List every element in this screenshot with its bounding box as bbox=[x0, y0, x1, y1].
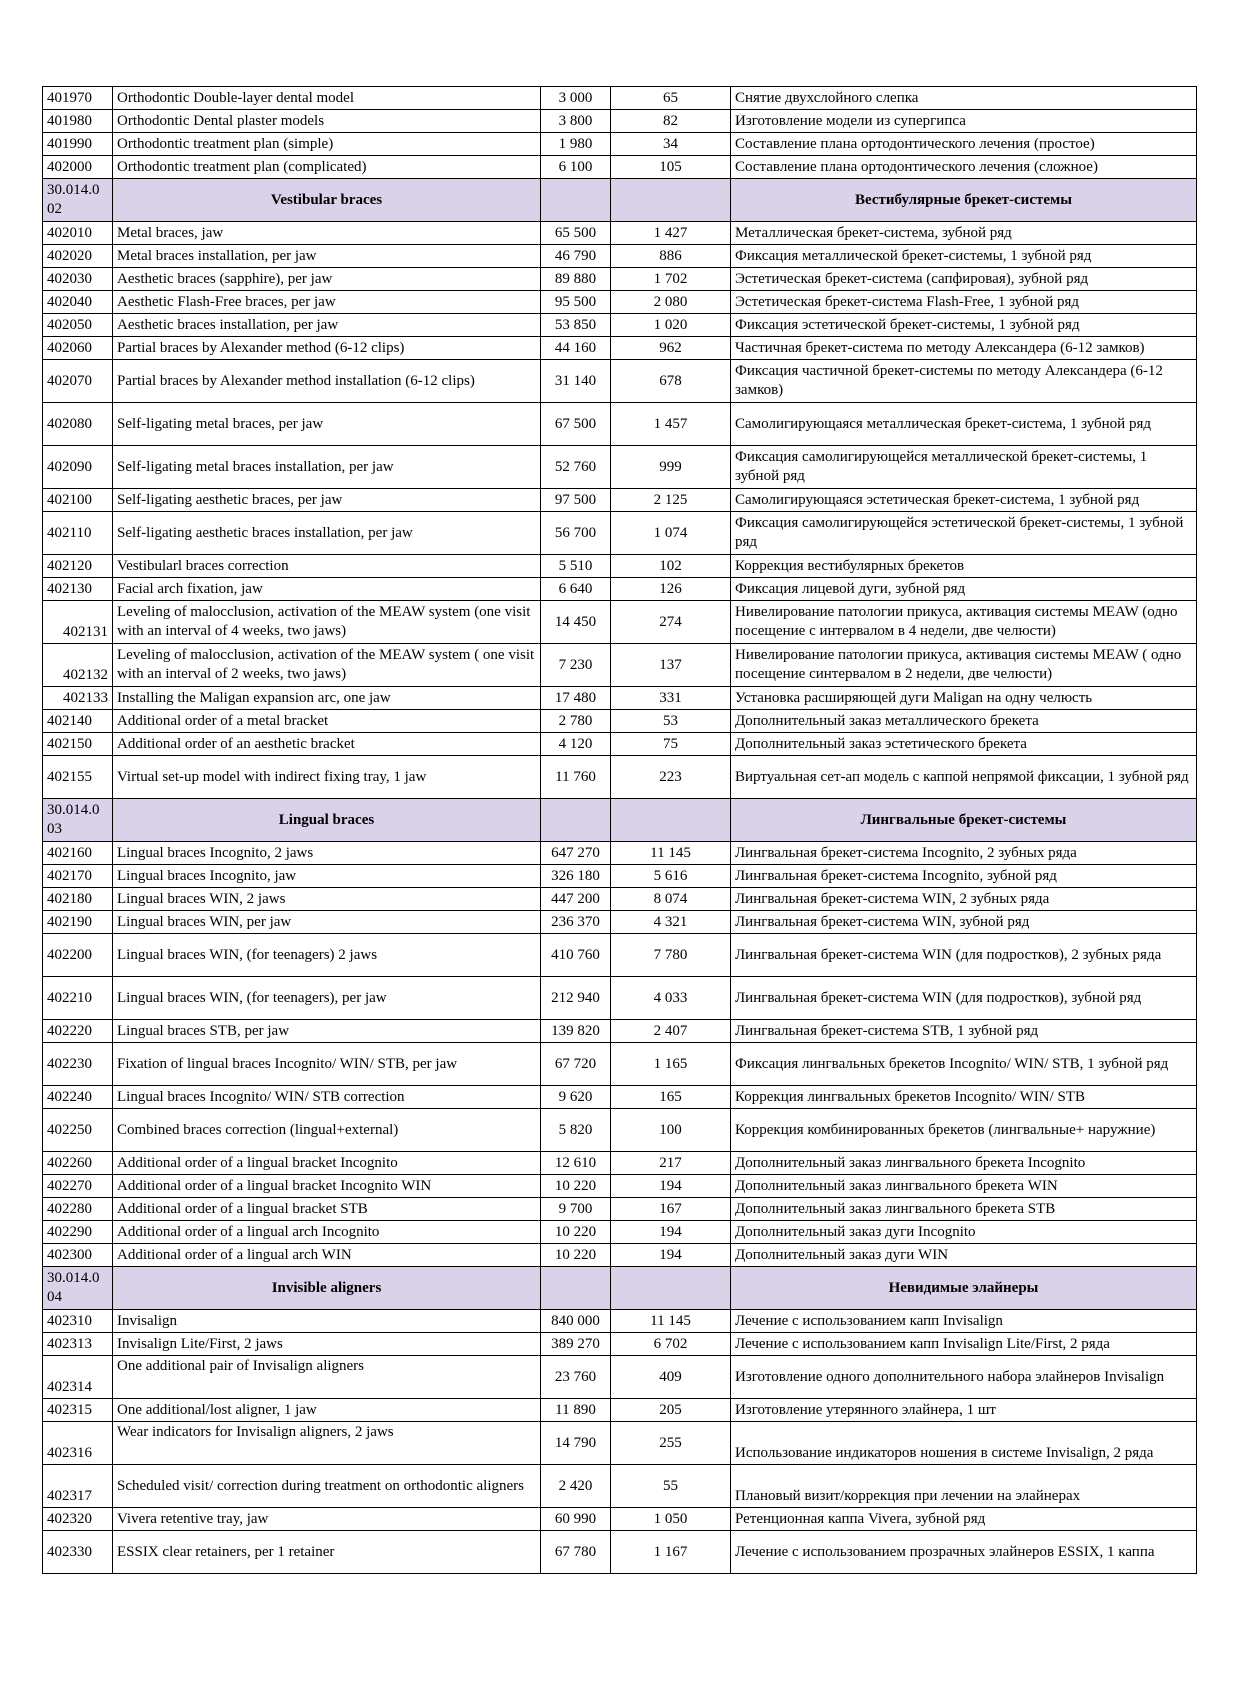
service-name-ru: Эстетическая брекет-система (сапфировая), зубной ряд bbox=[731, 268, 1197, 291]
section-title-en: Lingual braces bbox=[113, 799, 541, 842]
service-code: 402050 bbox=[43, 314, 113, 337]
service-name-en: Lingual braces WIN, 2 jaws bbox=[113, 888, 541, 911]
service-code: 402210 bbox=[43, 977, 113, 1020]
service-name-en: Aesthetic Flash-Free braces, per jaw bbox=[113, 291, 541, 314]
price-value: 9 620 bbox=[541, 1086, 611, 1109]
table-row bbox=[43, 1333, 1197, 1356]
price-value-secondary: 55 bbox=[611, 1465, 731, 1508]
service-name-ru: Составление плана ортодонтического лечения (сложное) bbox=[731, 156, 1197, 179]
service-name-en: Facial arch fixation, jaw bbox=[113, 578, 541, 601]
service-name-en: Invisalign bbox=[113, 1310, 541, 1333]
service-name-en: Vestibularl braces correction bbox=[113, 555, 541, 578]
price-value-secondary: 678 bbox=[611, 360, 731, 403]
service-name-ru: Дополнительный заказ дуги WIN bbox=[731, 1244, 1197, 1267]
price-value: 236 370 bbox=[541, 911, 611, 934]
service-name-en: Lingual braces WIN, (for teenagers) 2 jaws bbox=[113, 934, 541, 977]
service-name-en: Fixation of lingual braces Incognito/ WIN/ STB, per jaw bbox=[113, 1043, 541, 1086]
service-code: 402230 bbox=[43, 1043, 113, 1086]
service-name-en: Self-ligating metal braces installation, per jaw bbox=[113, 446, 541, 489]
service-name-ru: Самолигирующаяся эстетическая брекет-система, 1 зубной ряд bbox=[731, 489, 1197, 512]
service-code: 402020 bbox=[43, 245, 113, 268]
price-value-secondary: 1 074 bbox=[611, 512, 731, 555]
section-title-en: Vestibular braces bbox=[113, 179, 541, 222]
service-name-en: Additional order of a lingual arch WIN bbox=[113, 1244, 541, 1267]
table-row bbox=[43, 314, 1197, 337]
service-name-ru: Коррекция вестибулярных брекетов bbox=[731, 555, 1197, 578]
table-row bbox=[43, 687, 1197, 710]
service-name-en: One additional pair of Invisalign aligners bbox=[113, 1356, 541, 1399]
price-value-secondary: 194 bbox=[611, 1221, 731, 1244]
price-value-secondary: 409 bbox=[611, 1356, 731, 1399]
service-code: 402010 bbox=[43, 222, 113, 245]
section-empty-cell bbox=[541, 1267, 611, 1310]
service-code: 401990 bbox=[43, 133, 113, 156]
table-row bbox=[43, 1152, 1197, 1175]
service-code: 402070 bbox=[43, 360, 113, 403]
service-code: 402317 bbox=[43, 1465, 113, 1508]
price-value-secondary: 962 bbox=[611, 337, 731, 360]
service-name-ru: Лингвальная брекет-система STB, 1 зубной ряд bbox=[731, 1020, 1197, 1043]
service-code: 402150 bbox=[43, 733, 113, 756]
table-row bbox=[43, 865, 1197, 888]
table-row bbox=[43, 601, 1197, 644]
service-code: 402310 bbox=[43, 1310, 113, 1333]
service-name-en: Aesthetic braces (sapphire), per jaw bbox=[113, 268, 541, 291]
service-name-ru: Лингвальная брекет-система Incognito, 2 зубных ряда bbox=[731, 842, 1197, 865]
table-row bbox=[43, 733, 1197, 756]
service-code: 402190 bbox=[43, 911, 113, 934]
price-value: 447 200 bbox=[541, 888, 611, 911]
price-table-body bbox=[43, 87, 1197, 1574]
service-code: 402000 bbox=[43, 156, 113, 179]
service-name-ru: Дополнительный заказ дуги Incognito bbox=[731, 1221, 1197, 1244]
service-name-en: Leveling of malocclusion, activation of the MEAW system ( one visit with an interval of 2 weeks, two jaws) bbox=[113, 644, 541, 687]
service-code: 402320 bbox=[43, 1508, 113, 1531]
service-code: 402260 bbox=[43, 1152, 113, 1175]
service-name-ru: Лингвальная брекет-система WIN, 2 зубных ряда bbox=[731, 888, 1197, 911]
price-value-secondary: 6 702 bbox=[611, 1333, 731, 1356]
service-name-ru: Изготовление одного дополнительного набора элайнеров Invisalign bbox=[731, 1356, 1197, 1399]
price-value-secondary: 274 bbox=[611, 601, 731, 644]
service-name-en: Scheduled visit/ correction during treatment on orthodontic aligners bbox=[113, 1465, 541, 1508]
price-value: 212 940 bbox=[541, 977, 611, 1020]
service-code: 401980 bbox=[43, 110, 113, 133]
price-value-secondary: 1 457 bbox=[611, 403, 731, 446]
service-name-ru: Лингвальная брекет-система WIN, зубной ряд bbox=[731, 911, 1197, 934]
price-value: 647 270 bbox=[541, 842, 611, 865]
service-name-ru: Лечение с использованием капп Invisalign Lite/First, 2 ряда bbox=[731, 1333, 1197, 1356]
table-row bbox=[43, 291, 1197, 314]
service-name-ru: Изготовление модели из супергипса bbox=[731, 110, 1197, 133]
price-value-secondary: 1 167 bbox=[611, 1531, 731, 1574]
table-row bbox=[43, 911, 1197, 934]
table-row bbox=[43, 156, 1197, 179]
service-code: 402110 bbox=[43, 512, 113, 555]
table-row bbox=[43, 1109, 1197, 1152]
service-name-ru: Металлическая брекет-система, зубной ряд bbox=[731, 222, 1197, 245]
price-value-secondary: 7 780 bbox=[611, 934, 731, 977]
service-name-ru: Фиксация лингвальных брекетов Incognito/ WIN/ STB, 1 зубной ряд bbox=[731, 1043, 1197, 1086]
service-name-en: Metal braces installation, per jaw bbox=[113, 245, 541, 268]
table-row bbox=[43, 1086, 1197, 1109]
service-name-en: Additional order of a metal bracket bbox=[113, 710, 541, 733]
table-row bbox=[43, 842, 1197, 865]
table-row bbox=[43, 555, 1197, 578]
price-value: 17 480 bbox=[541, 687, 611, 710]
service-code: 402180 bbox=[43, 888, 113, 911]
table-row bbox=[43, 977, 1197, 1020]
table-row bbox=[43, 1310, 1197, 1333]
service-name-ru: Дополнительный заказ лингвального брекета WIN bbox=[731, 1175, 1197, 1198]
service-name-ru: Самолигирующаяся металлическая брекет-система, 1 зубной ряд bbox=[731, 403, 1197, 446]
table-row bbox=[43, 337, 1197, 360]
price-value-secondary: 53 bbox=[611, 710, 731, 733]
price-value-secondary: 2 125 bbox=[611, 489, 731, 512]
price-value-secondary: 11 145 bbox=[611, 1310, 731, 1333]
service-name-ru: Дополнительный заказ лингвального брекета STB bbox=[731, 1198, 1197, 1221]
service-name-ru: Лингвальная брекет-система Incognito, зубной ряд bbox=[731, 865, 1197, 888]
price-value: 97 500 bbox=[541, 489, 611, 512]
table-row bbox=[43, 245, 1197, 268]
price-value-secondary: 223 bbox=[611, 756, 731, 799]
service-code: 402160 bbox=[43, 842, 113, 865]
price-value-secondary: 165 bbox=[611, 1086, 731, 1109]
price-value-secondary: 65 bbox=[611, 87, 731, 110]
service-code: 402240 bbox=[43, 1086, 113, 1109]
table-row bbox=[43, 1356, 1197, 1399]
price-value: 7 230 bbox=[541, 644, 611, 687]
service-name-ru: Коррекция комбинированных брекетов (лингвальные+ наружние) bbox=[731, 1109, 1197, 1152]
price-value: 840 000 bbox=[541, 1310, 611, 1333]
table-row bbox=[43, 1399, 1197, 1422]
service-name-en: Partial braces by Alexander method (6-12 clips) bbox=[113, 337, 541, 360]
section-title-en: Invisible aligners bbox=[113, 1267, 541, 1310]
service-name-ru: Дополнительный заказ металлического брекета bbox=[731, 710, 1197, 733]
service-code: 402133 bbox=[43, 687, 113, 710]
table-row bbox=[43, 512, 1197, 555]
section-title-ru: Невидимые элайнеры bbox=[731, 1267, 1197, 1310]
table-row bbox=[43, 1221, 1197, 1244]
service-code: 402090 bbox=[43, 446, 113, 489]
table-row bbox=[43, 87, 1197, 110]
service-code: 402040 bbox=[43, 291, 113, 314]
service-code: 402200 bbox=[43, 934, 113, 977]
section-code: 30.014.0 03 bbox=[43, 799, 113, 842]
service-name-en: Lingual braces Incognito, jaw bbox=[113, 865, 541, 888]
service-code: 402080 bbox=[43, 403, 113, 446]
service-name-ru: Ретенционная каппа Vivera, зубной ряд bbox=[731, 1508, 1197, 1531]
price-value-secondary: 999 bbox=[611, 446, 731, 489]
price-value-secondary: 4 321 bbox=[611, 911, 731, 934]
service-name-ru: Нивелирование патологии прикуса, активация системы MEAW ( одно посещение синтервалом в 2 недели, две челюсти) bbox=[731, 644, 1197, 687]
service-name-ru: Нивелирование патологии прикуса, активация системы MEAW (одно посещение с интервалом в 4 недели, две челюсти) bbox=[731, 601, 1197, 644]
service-name-ru: Дополнительный заказ эстетического брекета bbox=[731, 733, 1197, 756]
service-code: 402290 bbox=[43, 1221, 113, 1244]
service-name-en: Orthodontic Dental plaster models bbox=[113, 110, 541, 133]
service-code: 402313 bbox=[43, 1333, 113, 1356]
service-name-ru: Составление плана ортодонтического лечения (простое) bbox=[731, 133, 1197, 156]
table-row bbox=[43, 360, 1197, 403]
service-name-ru: Установка расширяющей дуги Maligan на одну челюсть bbox=[731, 687, 1197, 710]
price-value: 1 980 bbox=[541, 133, 611, 156]
service-name-ru: Лингвальная брекет-система WIN (для подростков), зубной ряд bbox=[731, 977, 1197, 1020]
price-value: 389 270 bbox=[541, 1333, 611, 1356]
service-name-ru: Фиксация частичной брекет-системы по методу Александера (6-12 замков) bbox=[731, 360, 1197, 403]
service-name-en: Additional order of a lingual arch Incognito bbox=[113, 1221, 541, 1244]
service-code: 402120 bbox=[43, 555, 113, 578]
price-value: 89 880 bbox=[541, 268, 611, 291]
service-name-en: Additional order of a lingual bracket Incognito WIN bbox=[113, 1175, 541, 1198]
service-name-en: Self-ligating aesthetic braces, per jaw bbox=[113, 489, 541, 512]
table-row bbox=[43, 710, 1197, 733]
price-value-secondary: 5 616 bbox=[611, 865, 731, 888]
service-name-ru: Фиксация самолигирующейся металлической брекет-системы, 1 зубной ряд bbox=[731, 446, 1197, 489]
service-code: 402131 bbox=[43, 601, 113, 644]
price-value: 46 790 bbox=[541, 245, 611, 268]
price-value-secondary: 1 165 bbox=[611, 1043, 731, 1086]
price-value-secondary: 137 bbox=[611, 644, 731, 687]
price-value: 31 140 bbox=[541, 360, 611, 403]
price-value: 139 820 bbox=[541, 1020, 611, 1043]
service-name-en: Leveling of malocclusion, activation of the MEAW system (one visit with an interval of 4 weeks, two jaws) bbox=[113, 601, 541, 644]
service-code: 402140 bbox=[43, 710, 113, 733]
service-name-ru: Фиксация лицевой дуги, зубной ряд bbox=[731, 578, 1197, 601]
service-name-en: Lingual braces Incognito/ WIN/ STB correction bbox=[113, 1086, 541, 1109]
price-value: 56 700 bbox=[541, 512, 611, 555]
table-row bbox=[43, 222, 1197, 245]
table-row bbox=[43, 756, 1197, 799]
service-code: 402280 bbox=[43, 1198, 113, 1221]
price-value-secondary: 126 bbox=[611, 578, 731, 601]
service-name-en: Virtual set-up model with indirect fixing tray, 1 jaw bbox=[113, 756, 541, 799]
service-code: 402100 bbox=[43, 489, 113, 512]
section-header-row bbox=[43, 179, 1197, 222]
service-name-ru: Эстетическая брекет-система Flash-Free, 1 зубной ряд bbox=[731, 291, 1197, 314]
section-empty-cell bbox=[541, 799, 611, 842]
price-value: 11 760 bbox=[541, 756, 611, 799]
service-name-en: Additional order of a lingual bracket Incognito bbox=[113, 1152, 541, 1175]
price-table bbox=[42, 86, 1197, 1574]
service-code: 401970 bbox=[43, 87, 113, 110]
table-row bbox=[43, 934, 1197, 977]
price-value-secondary: 100 bbox=[611, 1109, 731, 1152]
service-name-ru: Лечение с использованием капп Invisalign bbox=[731, 1310, 1197, 1333]
price-value-secondary: 1 020 bbox=[611, 314, 731, 337]
service-name-ru: Изготовление утерянного элайнера, 1 шт bbox=[731, 1399, 1197, 1422]
service-name-ru: Лечение с использованием прозрачных элайнеров ESSIX, 1 каппа bbox=[731, 1531, 1197, 1574]
price-value-secondary: 102 bbox=[611, 555, 731, 578]
price-value: 11 890 bbox=[541, 1399, 611, 1422]
service-name-en: Lingual braces WIN, (for teenagers), per jaw bbox=[113, 977, 541, 1020]
price-value-secondary: 205 bbox=[611, 1399, 731, 1422]
service-name-ru: Фиксация эстетической брекет-системы, 1 зубной ряд bbox=[731, 314, 1197, 337]
price-value: 53 850 bbox=[541, 314, 611, 337]
service-name-en: Vivera retentive tray, jaw bbox=[113, 1508, 541, 1531]
service-code: 402130 bbox=[43, 578, 113, 601]
section-empty-cell bbox=[611, 1267, 731, 1310]
price-value-secondary: 2 407 bbox=[611, 1020, 731, 1043]
service-name-en: Combined braces correction (lingual+external) bbox=[113, 1109, 541, 1152]
section-code: 30.014.0 04 bbox=[43, 1267, 113, 1310]
table-row bbox=[43, 578, 1197, 601]
service-name-en: Aesthetic braces installation, per jaw bbox=[113, 314, 541, 337]
table-row bbox=[43, 1175, 1197, 1198]
price-value-secondary: 1 050 bbox=[611, 1508, 731, 1531]
service-name-ru: Коррекция лингвальных брекетов Incognito/ WIN/ STB bbox=[731, 1086, 1197, 1109]
table-row bbox=[43, 133, 1197, 156]
price-value: 326 180 bbox=[541, 865, 611, 888]
service-name-en: Partial braces by Alexander method installation (6-12 clips) bbox=[113, 360, 541, 403]
price-value-secondary: 255 bbox=[611, 1422, 731, 1465]
table-row bbox=[43, 1020, 1197, 1043]
price-value: 5 510 bbox=[541, 555, 611, 578]
table-row bbox=[43, 888, 1197, 911]
price-value: 2 420 bbox=[541, 1465, 611, 1508]
price-value: 12 610 bbox=[541, 1152, 611, 1175]
service-name-ru: Виртуальная сет-ап модель с каппой непрямой фиксации, 1 зубной ряд bbox=[731, 756, 1197, 799]
service-name-ru: Плановый визит/коррекция при лечении на элайнерах bbox=[731, 1465, 1197, 1508]
price-value: 2 780 bbox=[541, 710, 611, 733]
service-name-en: ESSIX clear retainers, per 1 retainer bbox=[113, 1531, 541, 1574]
service-code: 402314 bbox=[43, 1356, 113, 1399]
price-value-secondary: 105 bbox=[611, 156, 731, 179]
price-value: 9 700 bbox=[541, 1198, 611, 1221]
table-row bbox=[43, 1198, 1197, 1221]
service-name-ru: Фиксация металлической брекет-системы, 1 зубной ряд bbox=[731, 245, 1197, 268]
price-value-secondary: 886 bbox=[611, 245, 731, 268]
table-row bbox=[43, 489, 1197, 512]
section-empty-cell bbox=[611, 179, 731, 222]
table-row bbox=[43, 1043, 1197, 1086]
service-code: 402300 bbox=[43, 1244, 113, 1267]
service-code: 402170 bbox=[43, 865, 113, 888]
price-value: 60 990 bbox=[541, 1508, 611, 1531]
price-value: 65 500 bbox=[541, 222, 611, 245]
price-value: 10 220 bbox=[541, 1175, 611, 1198]
price-value: 67 720 bbox=[541, 1043, 611, 1086]
section-header-row bbox=[43, 1267, 1197, 1310]
service-code: 402220 bbox=[43, 1020, 113, 1043]
price-value: 6 640 bbox=[541, 578, 611, 601]
table-row bbox=[43, 446, 1197, 489]
price-value: 44 160 bbox=[541, 337, 611, 360]
price-value: 14 790 bbox=[541, 1422, 611, 1465]
service-name-ru: Частичная брекет-система по методу Александера (6-12 замков) bbox=[731, 337, 1197, 360]
price-value: 10 220 bbox=[541, 1244, 611, 1267]
service-name-en: Additional order of a lingual bracket STB bbox=[113, 1198, 541, 1221]
service-name-ru: Использование индикаторов ношения в системе Invisalign, 2 ряда bbox=[731, 1422, 1197, 1465]
service-code: 402155 bbox=[43, 756, 113, 799]
table-row bbox=[43, 1508, 1197, 1531]
service-name-en: Installing the Maligan expansion arc, one jaw bbox=[113, 687, 541, 710]
section-empty-cell bbox=[611, 799, 731, 842]
service-name-ru: Снятие двухслойного слепка bbox=[731, 87, 1197, 110]
service-code: 402270 bbox=[43, 1175, 113, 1198]
price-value: 3 000 bbox=[541, 87, 611, 110]
price-value-secondary: 217 bbox=[611, 1152, 731, 1175]
service-name-en: One additional/lost aligner, 1 jaw bbox=[113, 1399, 541, 1422]
service-name-ru: Фиксация самолигирующейся эстетической брекет-системы, 1 зубной ряд bbox=[731, 512, 1197, 555]
service-name-en: Lingual braces STB, per jaw bbox=[113, 1020, 541, 1043]
service-code: 402315 bbox=[43, 1399, 113, 1422]
service-code: 402250 bbox=[43, 1109, 113, 1152]
price-value-secondary: 8 074 bbox=[611, 888, 731, 911]
price-value-secondary: 1 702 bbox=[611, 268, 731, 291]
price-value-secondary: 1 427 bbox=[611, 222, 731, 245]
price-value-secondary: 331 bbox=[611, 687, 731, 710]
service-name-en: Orthodontic Double-layer dental model bbox=[113, 87, 541, 110]
service-name-en: Lingual braces Incognito, 2 jaws bbox=[113, 842, 541, 865]
service-code: 402030 bbox=[43, 268, 113, 291]
price-value: 23 760 bbox=[541, 1356, 611, 1399]
table-row bbox=[43, 1465, 1197, 1508]
table-row bbox=[43, 1244, 1197, 1267]
price-value: 410 760 bbox=[541, 934, 611, 977]
service-name-ru: Лингвальная брекет-система WIN (для подростков), 2 зубных ряда bbox=[731, 934, 1197, 977]
service-name-en: Invisalign Lite/First, 2 jaws bbox=[113, 1333, 541, 1356]
price-value-secondary: 75 bbox=[611, 733, 731, 756]
service-code: 402132 bbox=[43, 644, 113, 687]
service-name-en: Metal braces, jaw bbox=[113, 222, 541, 245]
service-code: 402316 bbox=[43, 1422, 113, 1465]
table-row bbox=[43, 644, 1197, 687]
table-row bbox=[43, 1422, 1197, 1465]
price-value: 3 800 bbox=[541, 110, 611, 133]
price-value-secondary: 2 080 bbox=[611, 291, 731, 314]
service-name-en: Orthodontic treatment plan (simple) bbox=[113, 133, 541, 156]
price-value-secondary: 11 145 bbox=[611, 842, 731, 865]
table-row bbox=[43, 268, 1197, 291]
price-value: 10 220 bbox=[541, 1221, 611, 1244]
price-value-secondary: 194 bbox=[611, 1175, 731, 1198]
price-value-secondary: 4 033 bbox=[611, 977, 731, 1020]
section-code: 30.014.0 02 bbox=[43, 179, 113, 222]
price-value: 52 760 bbox=[541, 446, 611, 489]
price-value-secondary: 167 bbox=[611, 1198, 731, 1221]
price-value: 67 500 bbox=[541, 403, 611, 446]
price-value: 14 450 bbox=[541, 601, 611, 644]
service-name-en: Lingual braces WIN, per jaw bbox=[113, 911, 541, 934]
price-value: 4 120 bbox=[541, 733, 611, 756]
table-row bbox=[43, 403, 1197, 446]
section-empty-cell bbox=[541, 179, 611, 222]
service-code: 402330 bbox=[43, 1531, 113, 1574]
service-name-en: Self-ligating metal braces, per jaw bbox=[113, 403, 541, 446]
table-row bbox=[43, 1531, 1197, 1574]
price-value-secondary: 194 bbox=[611, 1244, 731, 1267]
price-value-secondary: 34 bbox=[611, 133, 731, 156]
price-value-secondary: 82 bbox=[611, 110, 731, 133]
table-row bbox=[43, 110, 1197, 133]
service-code: 402060 bbox=[43, 337, 113, 360]
price-value: 67 780 bbox=[541, 1531, 611, 1574]
service-name-en: Additional order of an aesthetic bracket bbox=[113, 733, 541, 756]
price-value: 95 500 bbox=[541, 291, 611, 314]
section-header-row bbox=[43, 799, 1197, 842]
section-title-ru: Вестибулярные брекет-системы bbox=[731, 179, 1197, 222]
price-value: 5 820 bbox=[541, 1109, 611, 1152]
service-name-en: Wear indicators for Invisalign aligners, 2 jaws bbox=[113, 1422, 541, 1465]
section-title-ru: Лингвальные брекет-системы bbox=[731, 799, 1197, 842]
service-name-en: Self-ligating aesthetic braces installation, per jaw bbox=[113, 512, 541, 555]
price-value: 6 100 bbox=[541, 156, 611, 179]
service-name-ru: Дополнительный заказ лингвального брекета Incognito bbox=[731, 1152, 1197, 1175]
service-name-en: Orthodontic treatment plan (complicated) bbox=[113, 156, 541, 179]
